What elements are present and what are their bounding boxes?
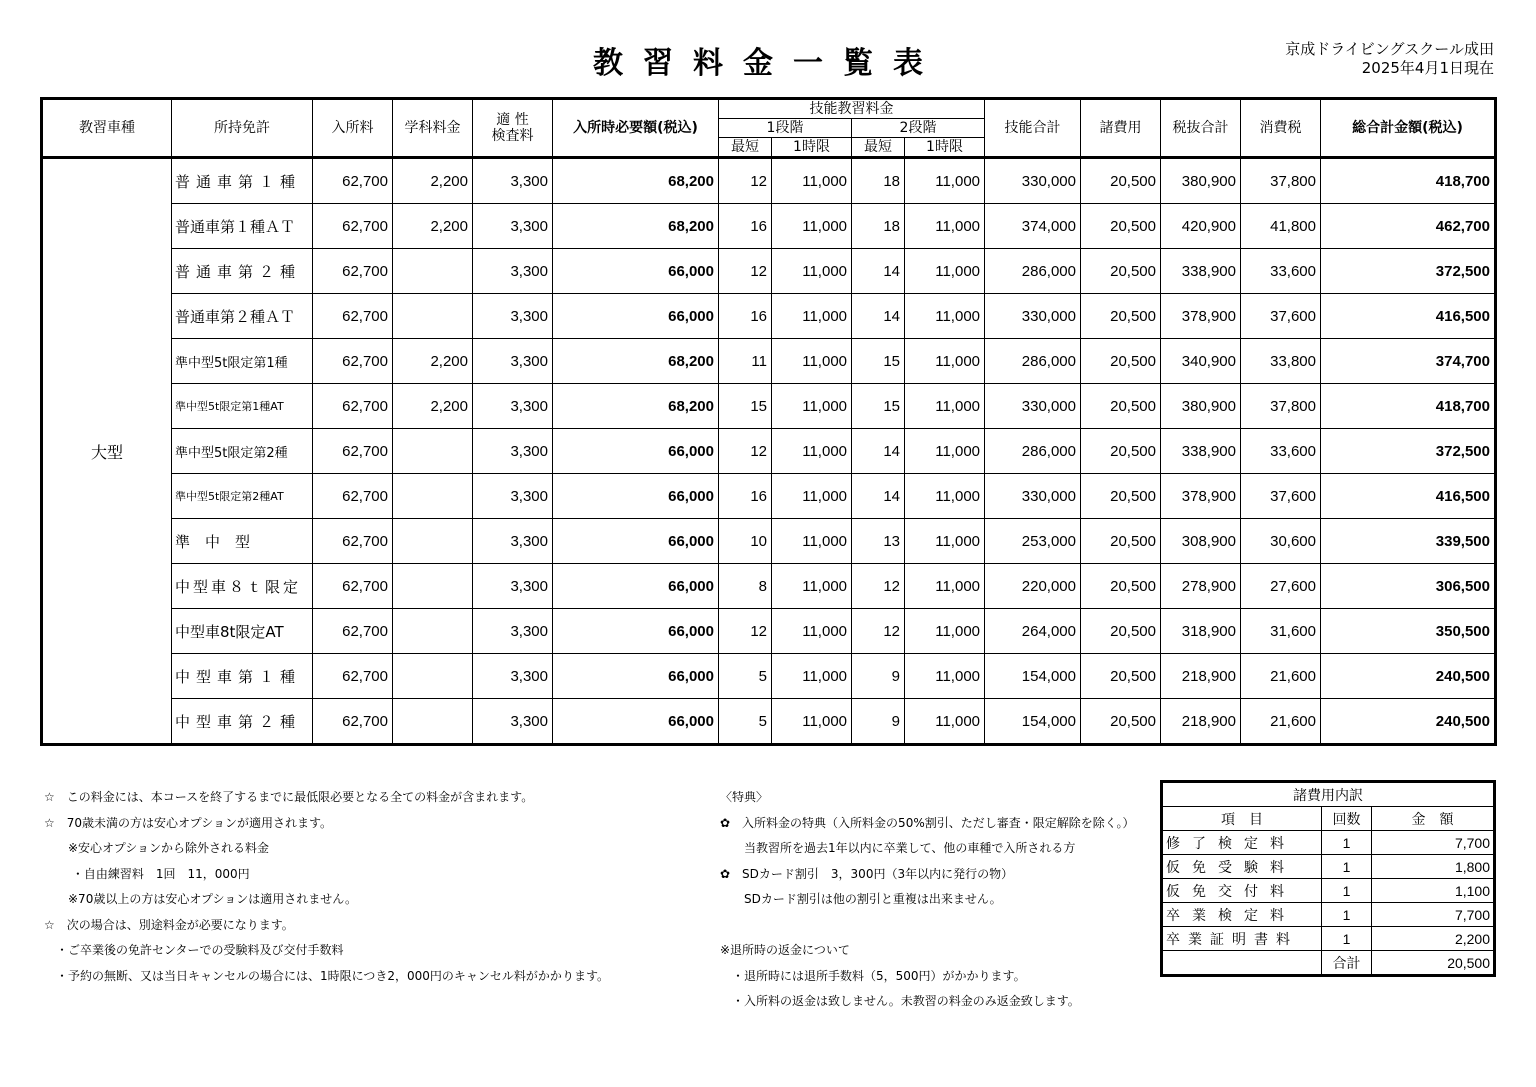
pretax-cell: 420,900 (1161, 204, 1241, 249)
total-cell: 416,500 (1321, 294, 1496, 339)
note-line: ※安心オプションから除外される料金 (44, 841, 269, 855)
license-cell: 普通車第１種ＡＴ (172, 204, 313, 249)
table-row (42, 158, 1496, 204)
misc-fees-breakdown (1160, 780, 1496, 977)
skill-total-cell: 264,000 (985, 609, 1081, 654)
stage2-min-cell: 13 (852, 519, 905, 564)
stage2-hour-cell: 11,000 (905, 654, 985, 699)
academic-cell (393, 249, 473, 294)
stage2-min-cell: 15 (852, 339, 905, 384)
stage1-hour-cell: 11,000 (772, 609, 852, 654)
header-consumption-tax: 消費税 (1241, 99, 1321, 158)
notes-left (44, 785, 609, 989)
stage1-hour-cell: 11,000 (772, 384, 852, 429)
fee-item-count: 1 (1322, 855, 1372, 879)
admission-cell: 62,700 (313, 474, 393, 519)
stage1-min-cell: 12 (719, 429, 772, 474)
total-cell: 462,700 (1321, 204, 1496, 249)
pretax-cell: 308,900 (1161, 519, 1241, 564)
required-cell: 66,000 (553, 609, 719, 654)
stage2-hour-cell: 11,000 (905, 519, 985, 564)
tax-cell: 27,600 (1241, 564, 1321, 609)
academic-cell (393, 564, 473, 609)
admission-cell: 62,700 (313, 384, 393, 429)
stage2-min-cell: 18 (852, 158, 905, 204)
stage2-hour-cell: 11,000 (905, 474, 985, 519)
misc-cell: 20,500 (1081, 429, 1161, 474)
misc-cell: 20,500 (1081, 519, 1161, 564)
pretax-cell: 378,900 (1161, 294, 1241, 339)
stage2-min-cell: 12 (852, 609, 905, 654)
note-line: ※70歳以上の方は安心オプションは適用されません。 (44, 892, 357, 906)
stage1-min-cell: 16 (719, 474, 772, 519)
stage2-hour-cell: 11,000 (905, 699, 985, 745)
required-cell: 66,000 (553, 294, 719, 339)
table-row (42, 294, 1496, 339)
required-cell: 66,000 (553, 429, 719, 474)
academic-cell: 2,200 (393, 384, 473, 429)
fees-total-blank (1162, 951, 1322, 976)
misc-cell: 20,500 (1081, 699, 1161, 745)
skill-total-cell: 330,000 (985, 158, 1081, 204)
required-cell: 66,000 (553, 699, 719, 745)
fee-item-amount: 7,700 (1372, 831, 1495, 855)
license-cell: 中型車8t限定AT (172, 609, 313, 654)
required-cell: 66,000 (553, 654, 719, 699)
stage1-hour-cell: 11,000 (772, 474, 852, 519)
skill-total-cell: 286,000 (985, 429, 1081, 474)
skill-total-cell: 154,000 (985, 654, 1081, 699)
school-info (1285, 40, 1494, 78)
fee-item-count: 1 (1322, 927, 1372, 951)
header-misc-fees: 諸費用 (1081, 99, 1161, 158)
fee-item-name: 卒業証明書料 (1162, 927, 1322, 951)
misc-cell: 20,500 (1081, 474, 1161, 519)
stage2-hour-cell: 11,000 (905, 609, 985, 654)
fee-item-name: 仮免受験料 (1162, 855, 1322, 879)
header-aptitude-line2: 検査料 (491, 128, 534, 144)
fees-total-label: 合計 (1322, 951, 1372, 976)
total-cell: 418,700 (1321, 384, 1496, 429)
skill-total-cell: 220,000 (985, 564, 1081, 609)
skill-total-cell: 253,000 (985, 519, 1081, 564)
license-cell: 普通車第２種 (172, 249, 313, 294)
total-cell: 372,500 (1321, 429, 1496, 474)
license-cell: 準 中 型 (172, 519, 313, 564)
header-required-at-admission: 入所時必要額(税込) (553, 99, 719, 158)
fees-title: 諸費用内訳 (1162, 782, 1495, 807)
fees-row (1162, 903, 1495, 927)
stage2-min-cell: 18 (852, 204, 905, 249)
tax-cell: 21,600 (1241, 654, 1321, 699)
note-line: ✿ 入所料金の特典（入所料金の50%割引、ただし審査・限定解除を除く。） (720, 815, 1135, 830)
tax-cell: 37,800 (1241, 384, 1321, 429)
admission-cell: 62,700 (313, 158, 393, 204)
stage2-hour-cell: 11,000 (905, 204, 985, 249)
stage1-hour-cell: 11,000 (772, 519, 852, 564)
stage1-min-cell: 16 (719, 204, 772, 249)
pretax-cell: 218,900 (1161, 699, 1241, 745)
header-grand-total: 総合計金額(税込) (1321, 99, 1496, 158)
admission-cell: 62,700 (313, 609, 393, 654)
tax-cell: 41,800 (1241, 204, 1321, 249)
fee-item-count: 1 (1322, 831, 1372, 855)
tax-cell: 33,800 (1241, 339, 1321, 384)
required-cell: 66,000 (553, 474, 719, 519)
tax-cell: 31,600 (1241, 609, 1321, 654)
fee-item-name: 修了検定料 (1162, 831, 1322, 855)
misc-cell: 20,500 (1081, 654, 1161, 699)
school-name: 京成ドライビングスクール成田 (1285, 40, 1494, 58)
header-academic-fee: 学科料金 (393, 99, 473, 158)
required-cell: 66,000 (553, 249, 719, 294)
misc-cell: 20,500 (1081, 249, 1161, 294)
fee-table (40, 97, 1497, 746)
aptitude-cell: 3,300 (473, 158, 553, 204)
header-aptitude-line1: 適 性 (496, 112, 529, 128)
stage1-min-cell: 12 (719, 609, 772, 654)
license-cell: 中型車第２種 (172, 699, 313, 745)
stage1-min-cell: 5 (719, 699, 772, 745)
fee-item-count: 1 (1322, 879, 1372, 903)
fees-row (1162, 927, 1495, 951)
header-stage2-hour: 1時限 (905, 138, 985, 158)
required-cell: 68,200 (553, 384, 719, 429)
stage2-hour-cell: 11,000 (905, 564, 985, 609)
fees-row (1162, 855, 1495, 879)
license-cell: 中型車第１種 (172, 654, 313, 699)
misc-cell: 20,500 (1081, 158, 1161, 204)
pretax-cell: 218,900 (1161, 654, 1241, 699)
stage1-hour-cell: 11,000 (772, 564, 852, 609)
pretax-cell: 278,900 (1161, 564, 1241, 609)
aptitude-cell: 3,300 (473, 249, 553, 294)
fee-item-count: 1 (1322, 903, 1372, 927)
academic-cell (393, 474, 473, 519)
header-skill-fee: 技能教習料金 (719, 99, 985, 119)
required-cell: 68,200 (553, 339, 719, 384)
header-admission-fee: 入所料 (313, 99, 393, 158)
academic-cell: 2,200 (393, 204, 473, 249)
note-line: ・入所料の返金は致しません。未教習の料金のみ返金致します。 (720, 994, 1080, 1008)
required-cell: 68,200 (553, 204, 719, 249)
stage2-hour-cell: 11,000 (905, 339, 985, 384)
stage1-hour-cell: 11,000 (772, 654, 852, 699)
tax-cell: 21,600 (1241, 699, 1321, 745)
academic-cell: 2,200 (393, 158, 473, 204)
header-vehicle-type: 教習車種 (42, 99, 172, 158)
admission-cell: 62,700 (313, 654, 393, 699)
misc-cell: 20,500 (1081, 204, 1161, 249)
table-row (42, 564, 1496, 609)
stage1-min-cell: 12 (719, 158, 772, 204)
license-cell: 準中型5t限定第1種AT (172, 384, 313, 429)
fees-total-row (1162, 951, 1495, 976)
tax-cell: 37,600 (1241, 474, 1321, 519)
table-row (42, 249, 1496, 294)
total-cell: 416,500 (1321, 474, 1496, 519)
skill-total-cell: 286,000 (985, 249, 1081, 294)
header-stage1-min: 最短 (719, 138, 772, 158)
license-cell: 普通車第１種 (172, 158, 313, 204)
stage2-min-cell: 14 (852, 294, 905, 339)
total-cell: 339,500 (1321, 519, 1496, 564)
academic-cell (393, 294, 473, 339)
admission-cell: 62,700 (313, 699, 393, 745)
stage2-min-cell: 12 (852, 564, 905, 609)
total-cell: 240,500 (1321, 654, 1496, 699)
admission-cell: 62,700 (313, 429, 393, 474)
admission-cell: 62,700 (313, 519, 393, 564)
note-line: ・ご卒業後の免許センターでの受験料及び交付手数料 (44, 943, 344, 957)
total-cell: 240,500 (1321, 699, 1496, 745)
academic-cell (393, 519, 473, 564)
total-cell: 350,500 (1321, 609, 1496, 654)
header-stage2-min: 最短 (852, 138, 905, 158)
total-cell: 374,700 (1321, 339, 1496, 384)
stage1-hour-cell: 11,000 (772, 294, 852, 339)
academic-cell (393, 429, 473, 474)
stage1-min-cell: 10 (719, 519, 772, 564)
aptitude-cell: 3,300 (473, 294, 553, 339)
header-stage1: 1段階 (719, 119, 852, 138)
note-line: ✿ SDカード割引 3，300円（3年以内に発行の物） (720, 866, 1014, 881)
fees-row (1162, 831, 1495, 855)
table-row (42, 204, 1496, 249)
stage1-min-cell: 16 (719, 294, 772, 339)
total-cell: 306,500 (1321, 564, 1496, 609)
license-cell: 準中型5t限定第1種 (172, 339, 313, 384)
skill-total-cell: 374,000 (985, 204, 1081, 249)
table-row (42, 429, 1496, 474)
admission-cell: 62,700 (313, 249, 393, 294)
misc-cell: 20,500 (1081, 609, 1161, 654)
stage2-min-cell: 15 (852, 384, 905, 429)
table-row (42, 474, 1496, 519)
table-row (42, 654, 1496, 699)
stage1-hour-cell: 11,000 (772, 339, 852, 384)
required-cell: 66,000 (553, 564, 719, 609)
skill-total-cell: 330,000 (985, 474, 1081, 519)
stage2-hour-cell: 11,000 (905, 158, 985, 204)
skill-total-cell: 154,000 (985, 699, 1081, 745)
note-line: ・退所時には退所手数料（5，500円）がかかります。 (720, 968, 1026, 983)
fees-row (1162, 879, 1495, 903)
aptitude-cell: 3,300 (473, 519, 553, 564)
misc-cell: 20,500 (1081, 339, 1161, 384)
pretax-cell: 338,900 (1161, 249, 1241, 294)
stage1-hour-cell: 11,000 (772, 204, 852, 249)
academic-cell (393, 609, 473, 654)
tax-cell: 33,600 (1241, 249, 1321, 294)
total-cell: 418,700 (1321, 158, 1496, 204)
aptitude-cell: 3,300 (473, 564, 553, 609)
stage1-min-cell: 15 (719, 384, 772, 429)
note-line: 〈特典〉 (720, 790, 769, 804)
tax-cell: 37,800 (1241, 158, 1321, 204)
header-aptitude-fee (473, 99, 553, 158)
note-line: SDカード割引は他の割引と重複は出来ません。 (720, 892, 1002, 906)
note-line: ☆ 70歳未満の方は安心オプションが適用されます。 (44, 815, 332, 830)
note-line: ※退所時の返金について (720, 943, 850, 957)
admission-cell: 62,700 (313, 294, 393, 339)
stage2-hour-cell: 11,000 (905, 294, 985, 339)
tax-cell: 33,600 (1241, 429, 1321, 474)
stage2-min-cell: 14 (852, 429, 905, 474)
aptitude-cell: 3,300 (473, 474, 553, 519)
table-row (42, 519, 1496, 564)
stage2-min-cell: 14 (852, 474, 905, 519)
stage2-min-cell: 9 (852, 699, 905, 745)
table-row (42, 339, 1496, 384)
aptitude-cell: 3,300 (473, 339, 553, 384)
tax-cell: 30,600 (1241, 519, 1321, 564)
license-cell: 準中型5t限定第2種AT (172, 474, 313, 519)
stage1-hour-cell: 11,000 (772, 699, 852, 745)
stage1-hour-cell: 11,000 (772, 158, 852, 204)
skill-total-cell: 330,000 (985, 384, 1081, 429)
aptitude-cell: 3,300 (473, 699, 553, 745)
pretax-cell: 378,900 (1161, 474, 1241, 519)
misc-cell: 20,500 (1081, 294, 1161, 339)
academic-cell (393, 654, 473, 699)
note-line: ☆ 次の場合は、別途料金が必要になります。 (44, 917, 294, 932)
misc-cell: 20,500 (1081, 564, 1161, 609)
fees-total-amount: 20,500 (1372, 951, 1495, 976)
header-license-held: 所持免許 (172, 99, 313, 158)
misc-cell: 20,500 (1081, 384, 1161, 429)
required-cell: 66,000 (553, 519, 719, 564)
vehicle-category: 大型 (42, 158, 172, 745)
admission-cell: 62,700 (313, 204, 393, 249)
aptitude-cell: 3,300 (473, 654, 553, 699)
aptitude-cell: 3,300 (473, 204, 553, 249)
fees-header-amount: 金 額 (1372, 807, 1495, 831)
fee-item-amount: 1,100 (1372, 879, 1495, 903)
aptitude-cell: 3,300 (473, 609, 553, 654)
note-line: 当教習所を過去1年以内に卒業して、他の車種で入所される方 (720, 841, 1076, 855)
stage1-hour-cell: 11,000 (772, 249, 852, 294)
admission-cell: 62,700 (313, 339, 393, 384)
admission-cell: 62,700 (313, 564, 393, 609)
as-of-date: 2025年4月1日現在 (1361, 59, 1494, 77)
pretax-cell: 338,900 (1161, 429, 1241, 474)
tax-cell: 37,600 (1241, 294, 1321, 339)
fee-item-amount: 1,800 (1372, 855, 1495, 879)
fees-header-count: 回数 (1322, 807, 1372, 831)
notes-benefits (720, 785, 1135, 1015)
aptitude-cell: 3,300 (473, 429, 553, 474)
note-line (720, 913, 1135, 939)
header-stage1-hour: 1時限 (772, 138, 852, 158)
stage1-min-cell: 11 (719, 339, 772, 384)
note-line: ・予約の無断、又は当日キャンセルの場合には、1時限につき2，000円のキャンセル料がかかります。 (44, 968, 609, 983)
pretax-cell: 380,900 (1161, 384, 1241, 429)
table-row (42, 384, 1496, 429)
table-row (42, 699, 1496, 745)
stage2-min-cell: 14 (852, 249, 905, 294)
page-title: 教習料金一覧表 (593, 46, 943, 81)
stage1-min-cell: 8 (719, 564, 772, 609)
skill-total-cell: 286,000 (985, 339, 1081, 384)
fee-item-amount: 7,700 (1372, 903, 1495, 927)
pretax-cell: 318,900 (1161, 609, 1241, 654)
header-stage2: 2段階 (852, 119, 985, 138)
stage2-hour-cell: 11,000 (905, 249, 985, 294)
stage1-min-cell: 12 (719, 249, 772, 294)
table-row (42, 609, 1496, 654)
stage1-min-cell: 5 (719, 654, 772, 699)
header-skill-total: 技能合計 (985, 99, 1081, 158)
note-line: ☆ この料金には、本コースを終了するまでに最低限必要となる全ての料金が含まれます。 (44, 790, 534, 804)
aptitude-cell: 3,300 (473, 384, 553, 429)
header-pretax-total: 税抜合計 (1161, 99, 1241, 158)
fee-item-name: 仮免交付料 (1162, 879, 1322, 903)
stage2-min-cell: 9 (852, 654, 905, 699)
academic-cell: 2,200 (393, 339, 473, 384)
total-cell: 372,500 (1321, 249, 1496, 294)
pretax-cell: 340,900 (1161, 339, 1241, 384)
fee-item-name: 卒業検定料 (1162, 903, 1322, 927)
academic-cell (393, 699, 473, 745)
pretax-cell: 380,900 (1161, 158, 1241, 204)
skill-total-cell: 330,000 (985, 294, 1081, 339)
license-cell: 中型車８ｔ限定 (172, 564, 313, 609)
stage2-hour-cell: 11,000 (905, 384, 985, 429)
license-cell: 準中型5t限定第2種 (172, 429, 313, 474)
fee-item-amount: 2,200 (1372, 927, 1495, 951)
note-line: ・自由練習料 1回 11，000円 (44, 866, 250, 881)
stage2-hour-cell: 11,000 (905, 429, 985, 474)
required-cell: 68,200 (553, 158, 719, 204)
fees-header-item: 項 目 (1162, 807, 1322, 831)
stage1-hour-cell: 11,000 (772, 429, 852, 474)
license-cell: 普通車第２種ＡＴ (172, 294, 313, 339)
